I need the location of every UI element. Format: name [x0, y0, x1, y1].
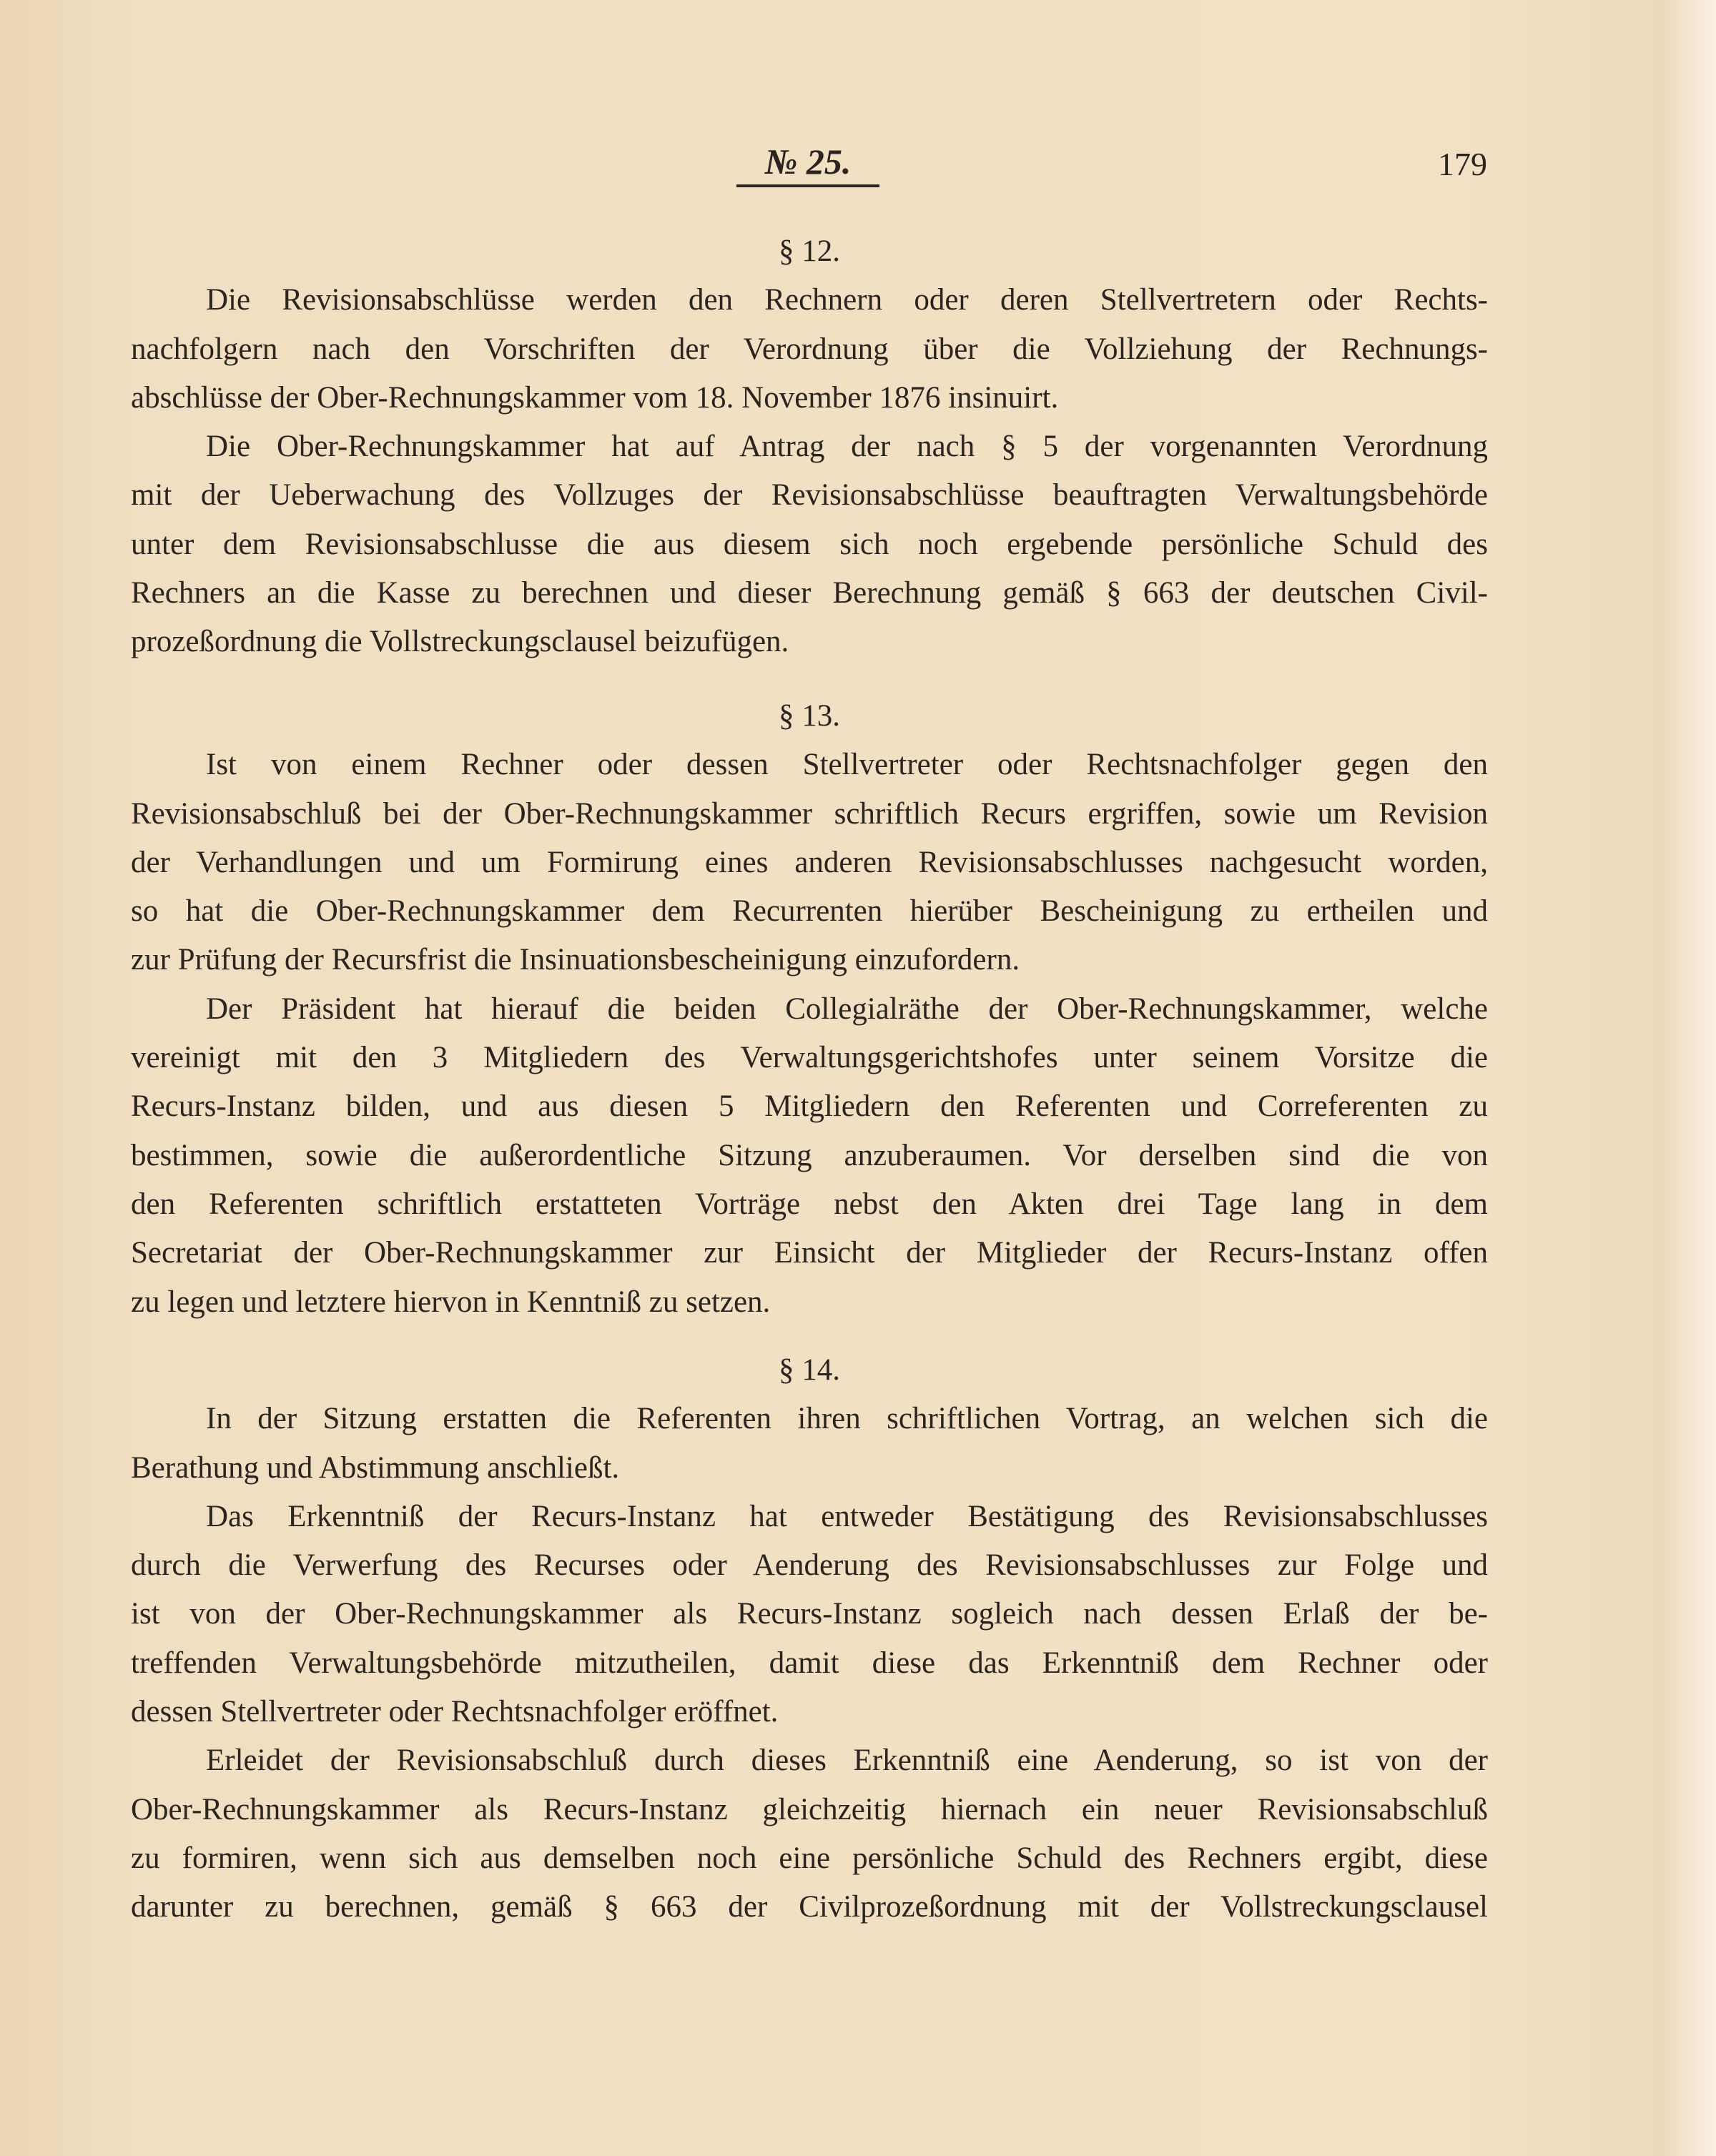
text-line: Secretariat der Ober-Rechnungskammer zur Einsicht der Mitglieder der Recurs-Instanz offen	[131, 1236, 1488, 1270]
text-line: so hat die Ober-Rechnungskammer dem Recurrenten hierüber Bescheinigung zu ertheilen und	[131, 894, 1488, 929]
section-heading: § 13.	[779, 699, 840, 733]
text-line: ist von der Ober-Rechnungskammer als Recurs-Instanz sogleich nach dessen Erlaß der be-	[131, 1597, 1488, 1631]
text-line: den Referenten schriftlich erstatteten Vorträge nebst den Akten drei Tage lang in dem	[131, 1187, 1488, 1221]
text-line: Das Erkenntniß der Recurs-Instanz hat entweder Bestätigung des Revisionsabschlusses	[206, 1499, 1488, 1533]
text-line: treffenden Verwaltungsbehörde mitzutheilen, damit diese das Erkenntniß dem Rechner oder	[131, 1646, 1488, 1680]
section-heading: § 14.	[779, 1353, 840, 1387]
paragraph	[131, 741, 1488, 984]
text-line: nachfolgern nach den Vorschriften der Verordnung über die Vollziehung der Rechnungs-	[131, 332, 1488, 366]
text-line: Rechners an die Kasse zu berechnen und dieser Berechnung gemäß § 663 der deutschen Civil-	[131, 576, 1488, 610]
text-line: durch die Verwerfung des Recurses oder Aenderung des Revisionsabschlusses zur Folge und	[131, 1548, 1488, 1583]
paragraph	[131, 1395, 1488, 1493]
section-13	[131, 692, 1488, 1327]
text-line: Recurs-Instanz bilden, und aus diesen 5 Mitgliedern den Referenten und Correferenten zu	[131, 1089, 1488, 1124]
text-line: Ober-Rechnungskammer als Recurs-Instanz gleichzeitig hiernach ein neuer Revisionsabschluß	[131, 1792, 1488, 1826]
text-line: darunter zu berechnen, gemäß § 663 der Civilprozeßordnung mit der Vollstreckungsclausel	[131, 1890, 1488, 1924]
text-line: Erleidet der Revisionsabschluß durch dieses Erkenntniß eine Aenderung, so ist von der	[206, 1744, 1488, 1778]
paragraph	[131, 1493, 1488, 1736]
text-line: Die Revisionsabschlüsse werden den Rechnern oder deren Stellvertretern oder Rechts-	[206, 283, 1488, 317]
text-line: In der Sitzung erstatten die Referenten ihren schriftlichen Vortrag, an welchen sich die	[206, 1402, 1488, 1436]
text-line: abschlüsse der Ober-Rechnungskammer vom 18. November 1876 insinuirt.	[131, 380, 1059, 415]
text-line: vereinigt mit den 3 Mitgliedern des Verwaltungsgerichtshofes unter seinem Vorsitze die	[131, 1041, 1488, 1075]
section-12	[131, 227, 1488, 667]
paragraph	[131, 985, 1488, 1327]
text-line: zur Prüfung der Recursfrist die Insinuationsbescheinigung einzufordern.	[131, 943, 1020, 977]
text-line: bestimmen, sowie die außerordentliche Sitzung anzuberaumen. Vor derselben sind die von	[131, 1138, 1488, 1172]
paragraph	[131, 1736, 1488, 1932]
text-line: unter dem Revisionsabschlusse die aus diesem sich noch ergebende persönliche Schuld des	[131, 527, 1488, 561]
paragraph	[131, 422, 1488, 666]
text-line: Die Ober-Rechnungskammer hat auf Antrag der nach § 5 der vorgenannten Verordnung	[206, 430, 1488, 464]
text-line: prozeßordnung die Vollstreckungsclausel beizufügen.	[131, 625, 789, 659]
section-heading: § 12.	[779, 234, 840, 268]
page-number: 179	[1438, 146, 1487, 182]
text-line: dessen Stellvertreter oder Rechtsnachfolger eröffnet.	[131, 1695, 779, 1729]
text-line: mit der Ueberwachung des Vollzuges der Revisionsabschlüsse beauftragten Verwaltungsbehörde	[131, 478, 1488, 513]
section-14	[131, 1346, 1488, 1932]
text-line: zu formiren, wenn sich aus demselben noch eine persönliche Schuld des Rechners ergibt, diese	[131, 1841, 1488, 1875]
paragraph	[131, 276, 1488, 422]
text-line: Der Präsident hat hierauf die beiden Collegialräthe der Ober-Rechnungskammer, welche	[206, 992, 1488, 1026]
text-line: Berathung und Abstimmung anschließt.	[131, 1450, 620, 1485]
issue-number: № 25.	[736, 140, 879, 187]
text-line: Ist von einem Rechner oder dessen Stellvertreter oder Rechtsnachfolger gegen den	[206, 748, 1488, 782]
text-line: Revisionsabschluß bei der Ober-Rechnungskammer schriftlich Recurs ergriffen, sowie um Revision	[131, 796, 1488, 831]
text-line: der Verhandlungen und um Formirung eines anderen Revisionsabschlusses nachgesucht worden,	[131, 845, 1488, 879]
text-line: zu legen und letztere hiervon in Kenntniß zu setzen.	[131, 1285, 771, 1319]
